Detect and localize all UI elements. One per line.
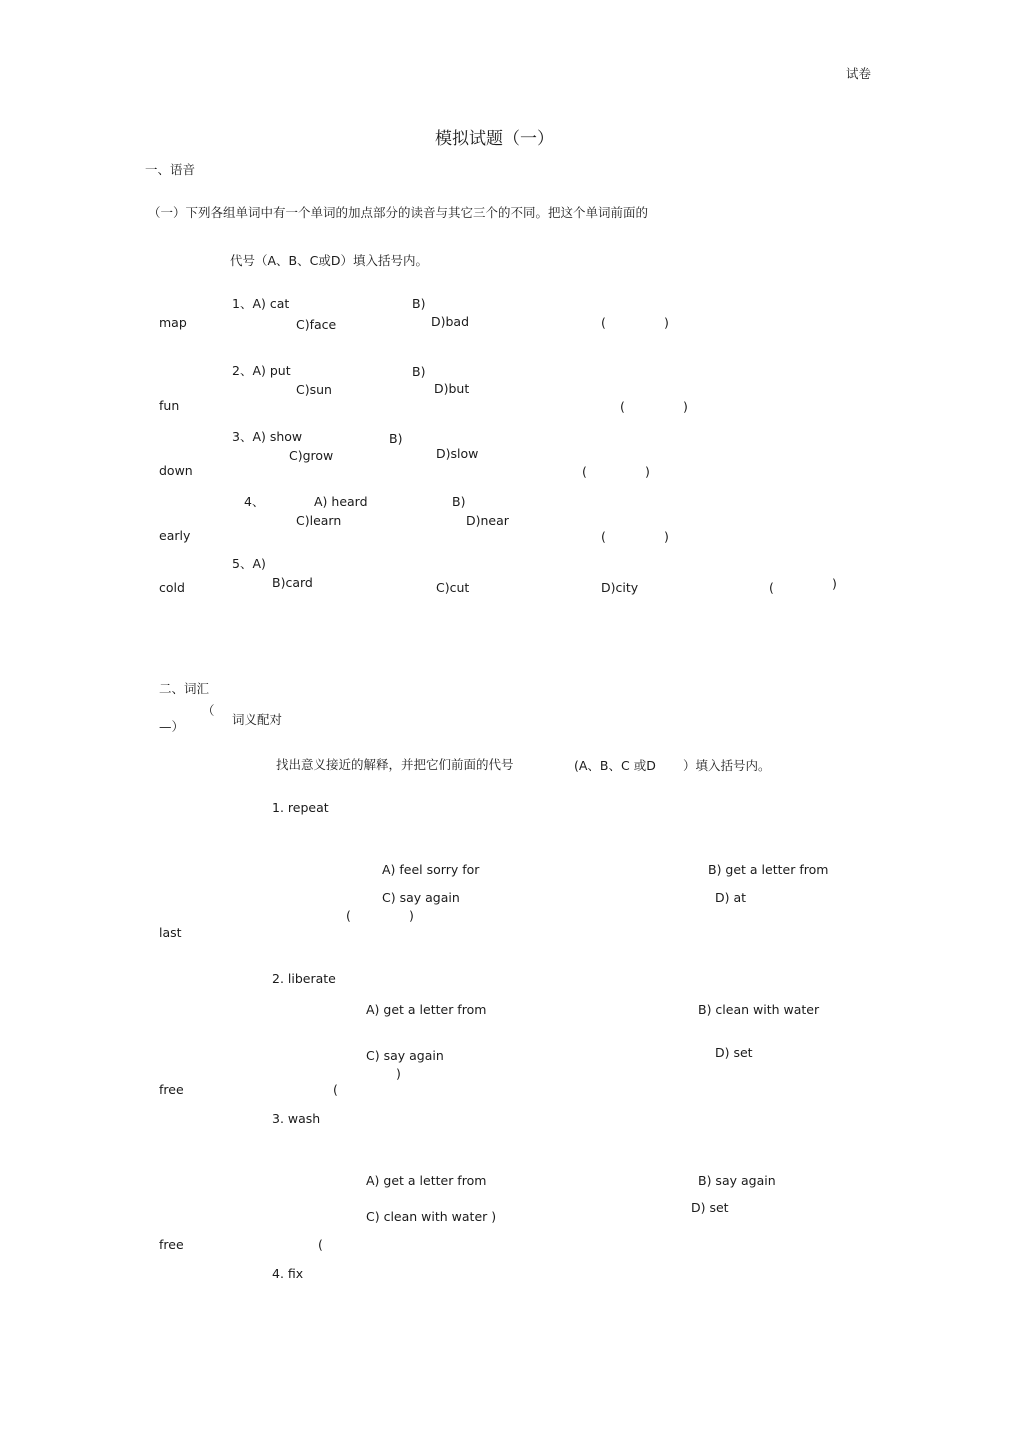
q3-option-b: B) [389,431,403,446]
q5-option-d: D)city [601,580,639,595]
vocab-item-3-answer-open: ( [318,1237,323,1252]
q1-answer-close: ) [664,315,669,330]
vocab-item-3-option-a: A) get a letter from [366,1173,487,1188]
instruction-line-2: 代号（A、B、C或D）填入括号内。 [230,253,428,268]
vocab-item-2-option-d-word: free [159,1082,184,1097]
q2-option-d: D)but [434,381,470,396]
q2-answer-close: ) [683,399,688,414]
instruction-line-1: （一）下列各组单词中有一个单词的加点部分的读音与其它三个的不同。把这个单词前面的 [148,205,649,220]
vocab-item-3-option-b: B) say again [698,1173,776,1188]
subsection-title: 词义配对 [232,712,283,727]
vocab-item-1-option-a: A) feel sorry for [382,862,480,877]
q3-option-d: D)slow [436,446,479,461]
q3-option-b-word: down [159,463,193,478]
vocab-instruction-c: ）填入括号内。 [683,758,771,773]
vocab-item-1-option-c: C) say again [382,890,460,905]
q1-option-b: B) [412,296,426,311]
vocab-item-1-answer-open: ( [346,908,351,923]
vocab-instruction-a: 找出意义接近的解释，并把它们前面的代号 [276,757,514,772]
vocab-item-1-option-d: D) at [715,890,747,905]
vocab-item-4-word: 4. fix [272,1266,304,1281]
q5-answer-close: ) [832,576,837,591]
vocab-item-2-word: 2. liberate [272,971,336,986]
q1-answer-open: ( [601,315,606,330]
q5-option-c: C)cut [436,580,470,595]
q4-option-d: D)near [466,513,509,528]
section-heading-phonetics: 一、语音 [145,162,196,177]
vocab-item-2-option-b: B) clean with water [698,1002,820,1017]
vocab-item-3-option-d-word: free [159,1237,184,1252]
vocab-item-2-answer-close: ) [396,1066,401,1081]
q5-option-b: B)card [272,575,313,590]
q2-option-b: B) [412,364,426,379]
q2-number-option-a: 2、A) put [232,363,291,378]
q3-answer-close: ) [645,464,650,479]
vocab-item-1-option-b: B) get a letter from [708,862,829,877]
subsection-number: —） [159,719,185,734]
page-title: 模拟试题（一） [435,129,554,149]
q5-answer-open: ( [769,580,774,595]
vocab-item-2-option-d: D) set [715,1045,753,1060]
q4-answer-close: ) [664,529,669,544]
q1-option-d: D)bad [431,314,470,329]
vocab-item-2-option-c: C) say again [366,1048,444,1063]
q5-number-option-a: 5、A) [232,556,266,571]
q2-option-c: C)sun [296,382,332,397]
vocab-item-3-option-c: C) clean with water ) [366,1209,497,1224]
page-header: 试卷 [846,66,872,81]
q4-number: 4、 [244,494,265,509]
vocab-item-1-word: 1. repeat [272,800,329,815]
q1-option-c: C)face [296,317,337,332]
q4-option-c: C)learn [296,513,342,528]
q4-option-b: B) [452,494,466,509]
vocab-item-1-answer-close: ) [409,908,414,923]
q3-option-c: C)grow [289,448,334,463]
subsection-paren: （ [202,703,215,718]
q4-option-b-word: early [159,528,191,543]
vocab-item-3-word: 3. wash [272,1111,321,1126]
q4-option-a: A) heard [314,494,368,509]
vocab-item-3-option-d: D) set [691,1200,729,1215]
q3-answer-open: ( [582,464,587,479]
q2-answer-open: ( [620,399,625,414]
q3-number-option-a: 3、A) show [232,429,303,444]
vocab-item-2-answer-open: ( [333,1082,338,1097]
vocab-item-2-option-a: A) get a letter from [366,1002,487,1017]
section-heading-vocabulary: 二、词汇 [159,681,210,696]
q1-option-b-word: map [159,315,187,330]
q5-option-a-word: cold [159,580,185,595]
vocab-instruction-b: (A、B、C 或D [574,758,656,773]
q2-option-b-word: fun [159,398,180,413]
q1-number-option-a: 1、A) cat [232,296,290,311]
vocab-item-1-option-d-word: last [159,925,182,940]
q4-answer-open: ( [601,529,606,544]
